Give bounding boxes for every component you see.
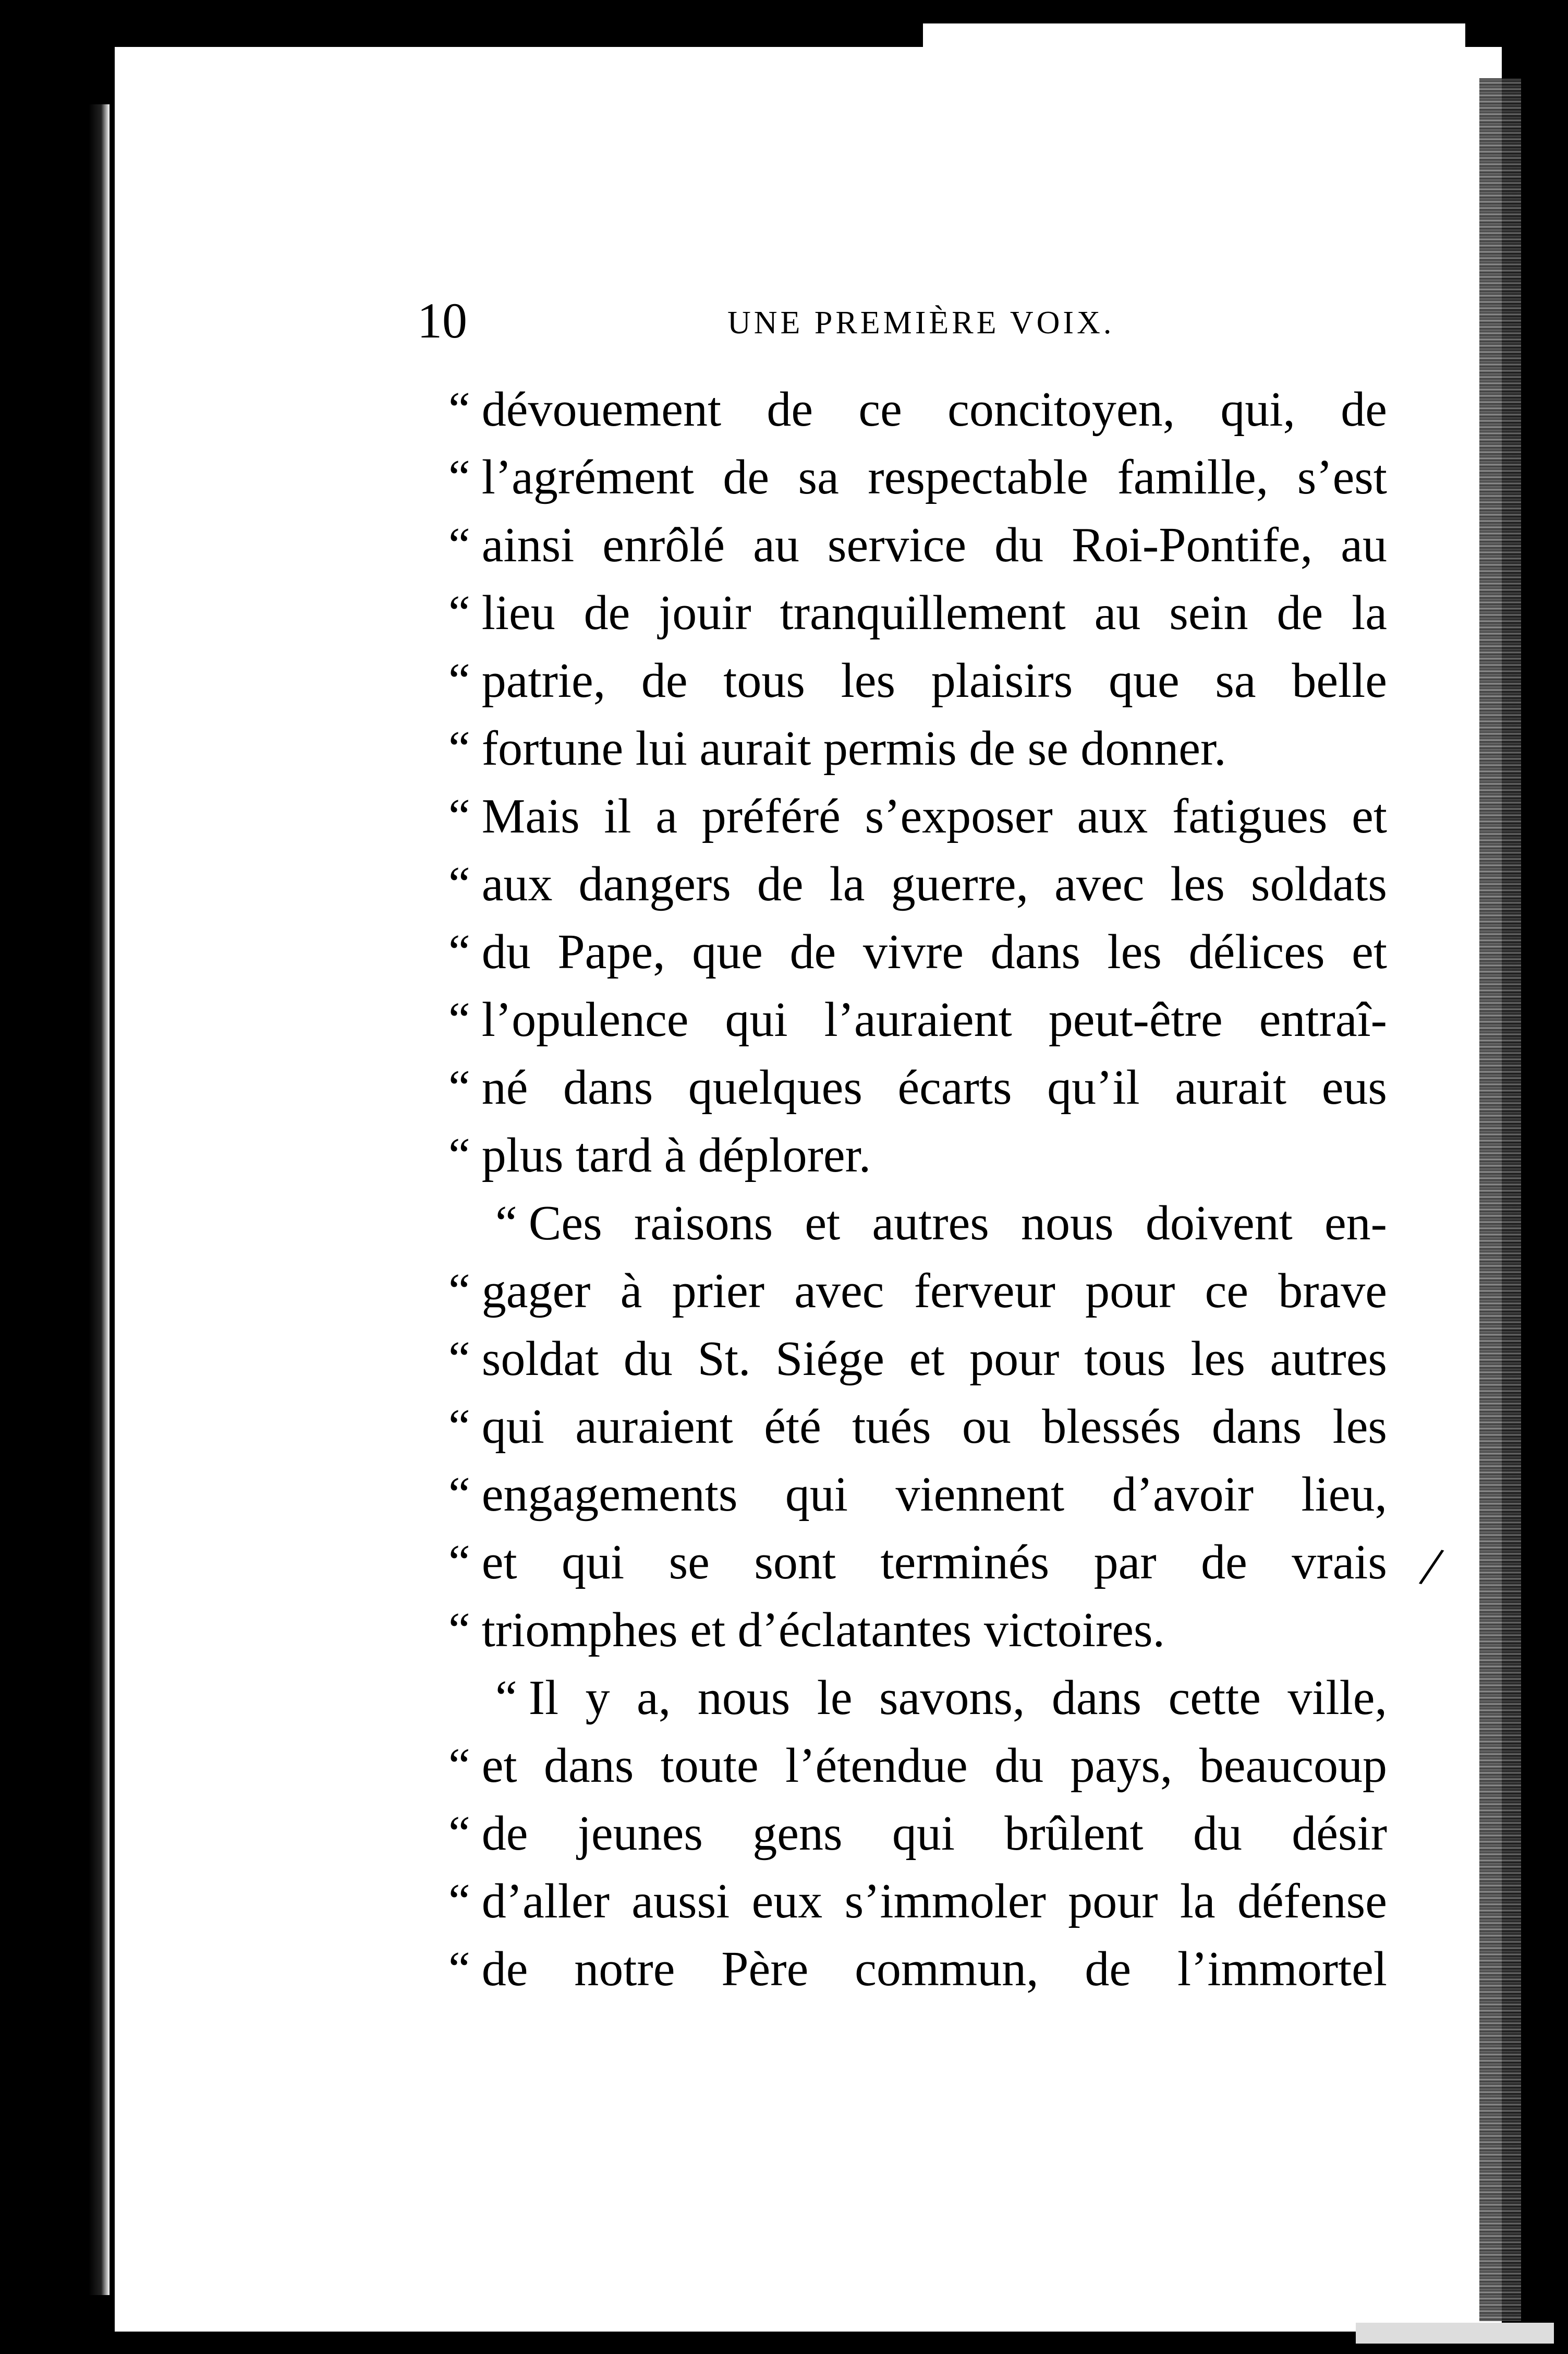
line-text: engagements qui viennent d’avoir lieu, <box>481 1467 1387 1522</box>
line-text: qui auraient été tués ou blessés dans les <box>481 1399 1387 1454</box>
text-line <box>448 782 1387 850</box>
quote-mark: “ <box>448 1467 470 1522</box>
quote-mark: “ <box>448 1942 470 1996</box>
line-text: l’agrément de sa respectable famille, s’est <box>481 450 1387 504</box>
line-text: né dans quelques écarts qu’il aurait eus <box>481 1060 1387 1115</box>
line-text: et dans toute l’étendue du pays, beaucoup <box>481 1739 1387 1793</box>
line-text: de jeunes gens qui brûlent du désir <box>481 1806 1387 1861</box>
text-line <box>448 1800 1387 1867</box>
line-text: lieu de jouir tranquillement au sein de la <box>481 586 1387 640</box>
text-line <box>448 443 1387 511</box>
quote-mark: “ <box>448 1535 470 1589</box>
scan-border-top <box>923 23 1465 55</box>
quote-mark: “ <box>448 1264 470 1318</box>
quote-mark: “ <box>448 925 470 979</box>
line-text: patrie, de tous les plaisirs que sa belle <box>481 654 1387 708</box>
text-line <box>448 1664 1387 1732</box>
text-line <box>448 1732 1387 1800</box>
line-text: et qui se sont terminés par de vrais <box>481 1535 1387 1589</box>
line-text: soldat du St. Siége et pour tous les autres <box>481 1332 1387 1386</box>
quote-mark: “ <box>448 1128 470 1182</box>
line-text: ainsi enrôlé au service du Roi-Pontife, au <box>481 518 1387 572</box>
text-line <box>448 850 1387 918</box>
line-text: Mais il a préféré s’exposer aux fatigues et <box>481 789 1387 843</box>
quote-mark: “ <box>448 586 470 640</box>
quote-mark: “ <box>448 1874 470 1928</box>
line-text: Ces raisons et autres nous doivent en- <box>528 1196 1387 1250</box>
line-text: de notre Père commun, de l’immortel <box>481 1942 1387 1996</box>
quote-mark: “ <box>448 450 470 504</box>
scan-border-bottom <box>1356 2323 1554 2344</box>
text-line <box>448 1528 1387 1596</box>
quote-mark: “ <box>448 382 470 437</box>
text-line <box>448 1257 1387 1325</box>
quote-mark: “ <box>448 789 470 843</box>
page-number: 10 <box>417 293 467 348</box>
body-text <box>448 376 1387 2003</box>
quote-mark: “ <box>495 1196 517 1250</box>
line-text: plus tard à déplorer. <box>481 1128 871 1182</box>
text-line <box>448 511 1387 579</box>
line-text: dévouement de ce concitoyen, qui, de <box>481 382 1387 437</box>
scan-border-left <box>89 104 110 2295</box>
line-text: Il y a, nous le savons, dans cette ville, <box>528 1671 1387 1725</box>
quote-mark: “ <box>448 1806 470 1861</box>
text-line <box>448 986 1387 1054</box>
text-line <box>448 715 1387 782</box>
quote-mark: “ <box>448 993 470 1047</box>
quote-mark: “ <box>448 1399 470 1454</box>
text-line <box>448 579 1387 647</box>
text-line <box>448 1867 1387 1935</box>
line-text: du Pape, que de vivre dans les délices et <box>481 925 1387 979</box>
line-text: fortune lui aurait permis de se donner. <box>481 721 1226 776</box>
text-line <box>448 1460 1387 1528</box>
text-line <box>448 1121 1387 1189</box>
text-line <box>448 918 1387 986</box>
quote-mark: “ <box>495 1671 517 1725</box>
margin-mark: / <box>1415 1534 1448 1599</box>
quote-mark: “ <box>448 1060 470 1115</box>
line-text: triomphes et d’éclatantes victoires. <box>481 1603 1165 1657</box>
text-line <box>448 1325 1387 1393</box>
scan-border-right <box>1479 78 1521 2321</box>
running-header <box>0 292 1568 349</box>
text-line <box>448 1393 1387 1460</box>
quote-mark: “ <box>448 721 470 776</box>
quote-mark: “ <box>448 857 470 911</box>
text-line <box>448 647 1387 715</box>
text-line <box>448 1189 1387 1257</box>
text-line <box>448 1596 1387 1664</box>
text-line <box>448 1935 1387 2003</box>
text-line <box>448 1054 1387 1121</box>
line-text: l’opulence qui l’auraient peut-être entraî- <box>481 993 1387 1047</box>
quote-mark: “ <box>448 518 470 572</box>
line-text: d’aller aussi eux s’immoler pour la défense <box>481 1874 1387 1928</box>
quote-mark: “ <box>448 1603 470 1657</box>
quote-mark: “ <box>448 1332 470 1386</box>
quote-mark: “ <box>448 1739 470 1793</box>
quote-mark: “ <box>448 654 470 708</box>
line-text: gager à prier avec ferveur pour ce brave <box>481 1264 1387 1318</box>
text-line <box>448 376 1387 443</box>
running-title: UNE PREMIÈRE VOIX. <box>727 305 1115 341</box>
line-text: aux dangers de la guerre, avec les soldats <box>481 857 1387 911</box>
